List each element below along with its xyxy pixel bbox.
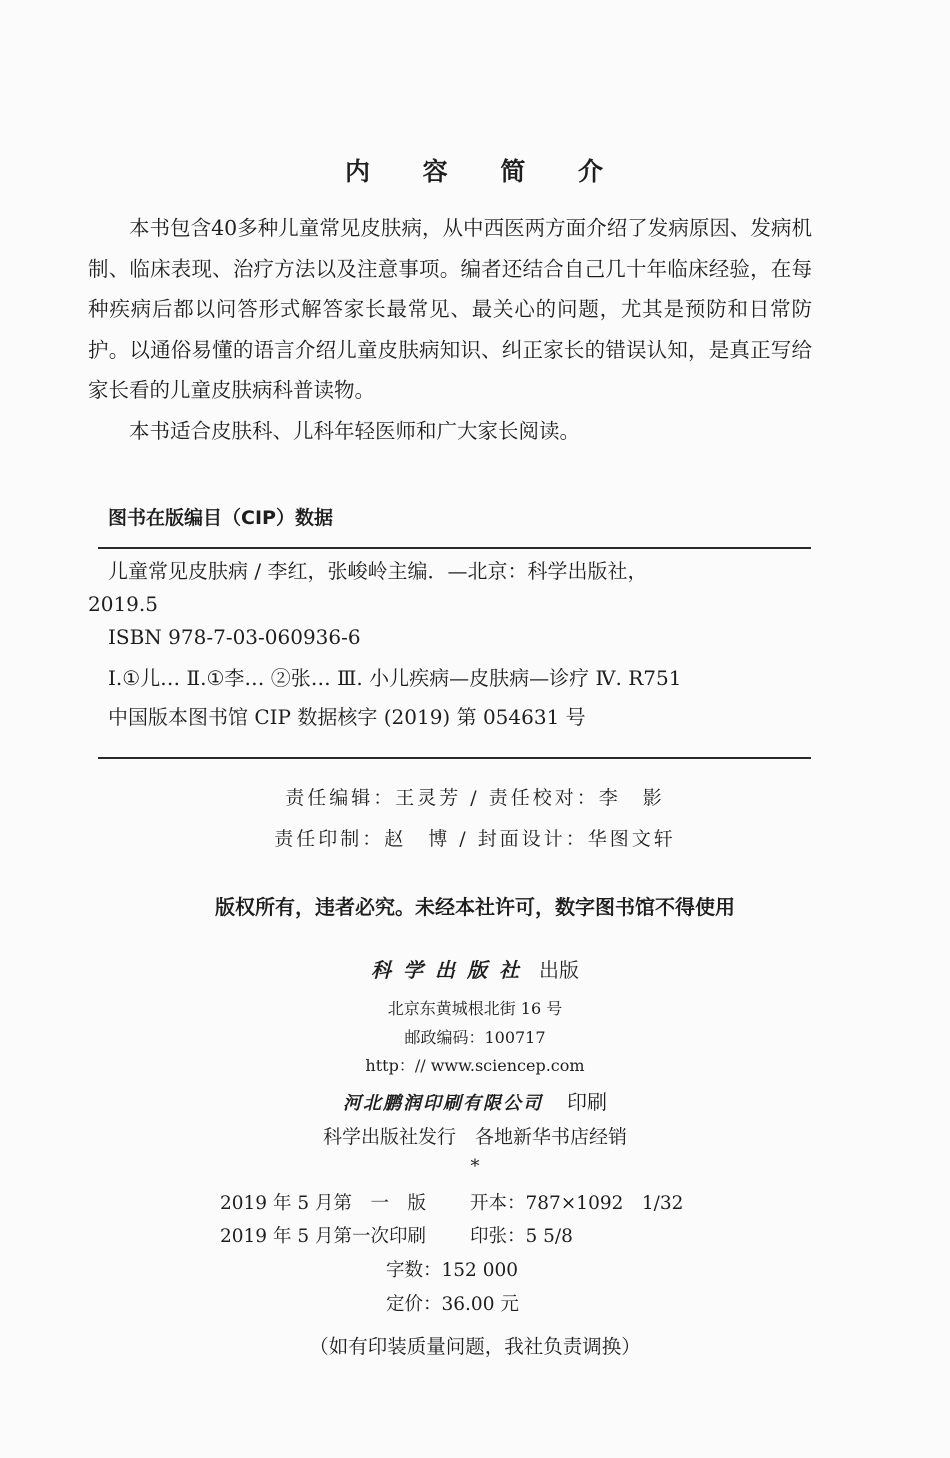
cip-isbn: ISBN 978-7-03-060936-6 (108, 625, 361, 649)
cip-classification: Ⅰ.①儿… Ⅱ.①李… ②张… Ⅲ. 小儿疾病—皮肤病—诊疗 Ⅳ. R751 (108, 666, 682, 690)
cip-bottom-rule (98, 757, 811, 759)
cip-block (88, 555, 812, 734)
intro-title: 内 容 简 介 (344, 157, 626, 186)
publisher-website: http：// www.sciencep.com (365, 1056, 585, 1075)
intro-paragraph: 本书包含40多种儿童常见皮肤病，从中西医两方面介绍了发病原因、发病机制、临床表现、治疗方法以及注意事项。编者还结合自己几十年临床经验，在每种疾病后都以问答形式解答家长最常见、最关心的问题，尤其是预防和日常防护。以通俗易懂的语言介绍儿童皮肤病知识、纠正家长的错误认知，是真正写给家长看的儿童皮肤病科普读物。 (88, 216, 812, 402)
publisher-name: 科学出版社 (371, 958, 531, 982)
rights-notice: 版权所有，违者必究。未经本社许可，数字图书馆不得使用 (215, 895, 735, 919)
cip-date-line: 2019.5 (88, 592, 158, 616)
printer-name: 河北鹏润印刷有限公司 (343, 1093, 543, 1114)
spec-price: 定价：36.00 元 (386, 1294, 519, 1315)
intro-text (88, 208, 812, 451)
cip-top-rule (98, 547, 811, 549)
quality-note: （如有印装质量问题，我社负责调换） (309, 1335, 641, 1358)
cip-title-line: 儿童常见皮肤病 / 李红，张峻岭主编．—北京：科学出版社， (108, 559, 648, 583)
intro-paragraph: 本书适合皮肤科、儿科年轻医师和广大家长阅读。 (129, 418, 580, 443)
separator-asterisk: * (470, 1156, 480, 1177)
spec-sheets: 印张：5 5/8 (470, 1226, 573, 1247)
publisher-postcode: 邮政编码：100717 (404, 1028, 546, 1047)
publisher-address: 北京东黄城根北街 16 号 (387, 999, 563, 1018)
spec-edition: 2019 年 5 月第 一 版 (220, 1193, 426, 1214)
staff-editors: 责任编辑：王灵芳 / 责任校对：李 影 (285, 787, 665, 809)
publisher-suffix: 出版 (539, 958, 579, 982)
cip-record: 中国版本图书馆 CIP 数据核字 (2019) 第 054631 号 (108, 705, 586, 729)
spec-format: 开本：787×1092 1/32 (470, 1193, 684, 1214)
spec-words: 字数：152 000 (386, 1260, 519, 1281)
publisher-line (0, 954, 950, 983)
printer-suffix: 印刷 (567, 1090, 607, 1114)
distribution-line: 科学出版社发行 各地新华书店经销 (322, 1126, 627, 1148)
printer-line (0, 1086, 950, 1115)
cip-heading: 图书在版编目（CIP）数据 (108, 507, 333, 529)
staff-production: 责任印制：赵 博 / 封面设计：华图文轩 (274, 828, 676, 850)
spec-printing: 2019 年 5 月第一次印刷 (220, 1226, 426, 1247)
